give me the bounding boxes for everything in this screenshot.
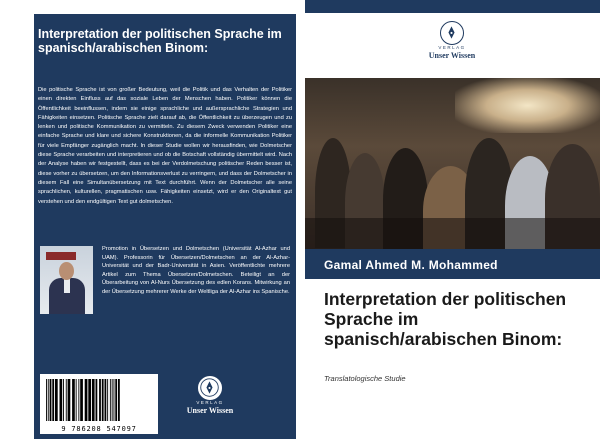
publisher-verlag-label: VERLAG	[196, 400, 224, 405]
back-cover-title: Interpretation der politischen Sprache im spanisch/arabischen Binom:	[38, 27, 282, 55]
front-author-name: Gamal Ahmed M. Mohammed	[324, 258, 498, 272]
front-cover	[305, 0, 600, 439]
author-photo	[40, 246, 93, 314]
publisher-name: Unser Wissen	[186, 406, 234, 415]
pen-nib-icon	[198, 376, 222, 400]
back-cover-blurb: Die politische Sprache ist von großer Bedeutung, weil die Politik und das Verhalten der Politiker einen direkten Einfluss auf das soziale Leben der Menschen haben. Politiker können die Öffentlichkeit beeinflussen, indem sie einige sprachliche und außersprachliche Strategien und Fähigkeiten einsetzen. Politische Sprache zielt darauf ab, die Öffentlichkeit zu überzeugen und zu lenken und politische Kommunikation zu vermitteln. Zu diesem Zweck verwenden Politiker eine einfache Sprache und klare und sichere Konstruktionen, da die informelle Kommunikation Politiker für viele Empfänger zugänglich macht. In dieser Studie wollen wir herausfinden, wie Dolmetscher diese Sprache verarbeiten und interpretieren und ob die Botschaft vollständig übermittelt wird. Nach der Analyse haben wir festgestellt, dass es bei der Verdolmetschung politischer Reden besser ist, diese vorher zu übersetzen, um den Informationsverlust zu verringern, und dass der Dolmetscher in diesem Fall eine Simultanübersetzung mit Text durchführt. Wenn der Dolmetscher alle seine sprachlichen, kulturellen, pragmatischen usw. Fähigkeiten einsetzt, wird er den Originaltext gut verstehen und den endgültigen Text gut dolmetschen.	[38, 87, 292, 205]
front-cover-title: Interpretation der politischen Sprache im spanisch/arabischen Binom:	[324, 289, 567, 349]
isbn-barcode	[40, 374, 158, 434]
publisher-verlag-label: VERLAG	[438, 45, 466, 50]
back-cover	[34, 14, 296, 439]
back-publisher-logo	[180, 376, 240, 415]
author-bio: Promotion in Übersetzen und Dolmetschen (Universität Al-Azhar und UAM). Professorin für Übersetzen/Dolmetschen an der Al-Azhar-Universität und der Badr-Universität in Asien. Veröffentlichte mehrere Artikel zum Thema Übersetzen/Dolmetschen. Beteiligt an der Überarbeitung von Al-Nurs Übersetzung des edlen Korans. Mitwirkung an der Übersetzung mehrerer Werke der Weltliga der Al-Azhar ins Spanische.	[102, 246, 290, 295]
author-band	[305, 249, 600, 279]
cover-photo-audience	[305, 78, 600, 249]
pen-nib-icon	[440, 21, 464, 45]
front-cover-subtitle: Translatologische Studie	[324, 374, 406, 383]
front-top-bar	[305, 0, 600, 13]
isbn-digits: 9 786208 547097	[61, 425, 137, 433]
spine	[296, 14, 305, 439]
front-publisher-logo	[412, 21, 492, 60]
publisher-name: Unser Wissen	[428, 51, 476, 60]
